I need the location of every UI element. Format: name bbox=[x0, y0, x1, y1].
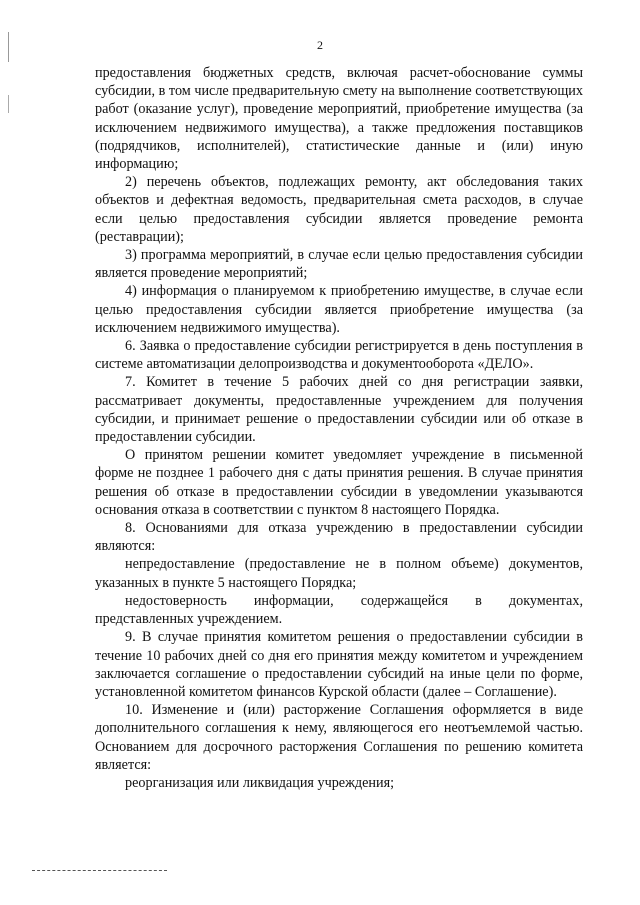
footer-divider bbox=[32, 870, 167, 872]
paragraph-ground-2: недостоверность информации, содержащейся в документах, представленных учреждением. bbox=[95, 592, 583, 628]
paragraph-item-2: 2) перечень объектов, подлежащих ремонту, акт обследования таких объектов и дефектная ведомость, предварительная смета расходов, в случае если целью предоставления субсидии является проведение ремонта (реставрации); bbox=[95, 174, 583, 245]
paragraph-clause-6: 6. Заявка о предоставление субсидии регистрируется в день поступления в системе автоматизации делопроизводства и документооборота «ДЕЛО». bbox=[95, 338, 583, 373]
document-body bbox=[95, 64, 583, 792]
paragraph-clause-8: 8. Основаниями для отказа учреждению в предоставлении субсидии являются: bbox=[95, 520, 583, 555]
paragraph-ground-1: непредоставление (предоставление не в полном объеме) документов, указанных в пункте 5 настоящего Порядка; bbox=[95, 556, 583, 591]
paragraph-continuation: предоставления бюджетных средств, включая расчет-обоснование суммы субсидии, в том числе предварительную смету на выполнение соответствующих работ (оказание услуг), проведение мероприятий, приобретение имущества (за исключением недвижимого имущества), а также предложения поставщиков (подрядчиков, исполнителей), статистические данные и (или) иную информацию; bbox=[95, 65, 583, 173]
paragraph-item-4: 4) информация о планируемом к приобретению имуществе, в случае если целью предоставления субсидии является приобретение имущества (за исключением недвижимого имущества). bbox=[95, 283, 583, 336]
paragraph-reorganization: реорганизация или ликвидация учреждения; bbox=[125, 774, 395, 791]
page-number: 2 bbox=[317, 38, 323, 52]
scan-artifact bbox=[8, 95, 9, 113]
paragraph-item-3: 3) программа мероприятий, в случае если целью предоставления субсидии является проведение мероприятий; bbox=[95, 247, 583, 282]
paragraph-notification: О принятом решении комитет уведомляет учреждение в письменной форме не позднее 1 рабочего дня с даты принятия решения. В случае принятия решения об отказе в предоставлении субсидии в уведомлении указываются основания отказа в соответствии с пунктом 8 настоящего Порядка. bbox=[95, 447, 583, 518]
paragraph-clause-7: 7. Комитет в течение 5 рабочих дней со дня регистрации заявки, рассматривает документы, предоставленные учреждением для получения субсидии, и принимает решение о предоставлении субсидии или об отказе в предоставлении субсидии. bbox=[95, 374, 583, 446]
paragraph-clause-9: 9. В случае принятия комитетом решения о предоставлении субсидии в течение 10 рабочих дней со дня его принятия между комитетом и учреждением заключается соглашение о предоставлении субсидий на иные цели по форме, установленной комитетом финансов Курской области (далее – Соглашение). bbox=[95, 629, 583, 700]
paragraph-clause-10: 10. Изменение и (или) расторжение Соглашения оформляется в виде дополнительного соглашения к нему, являющегося его неотъемлемой частью. Основанием для досрочного расторжения Соглашения по решению комитета является: bbox=[95, 702, 583, 773]
